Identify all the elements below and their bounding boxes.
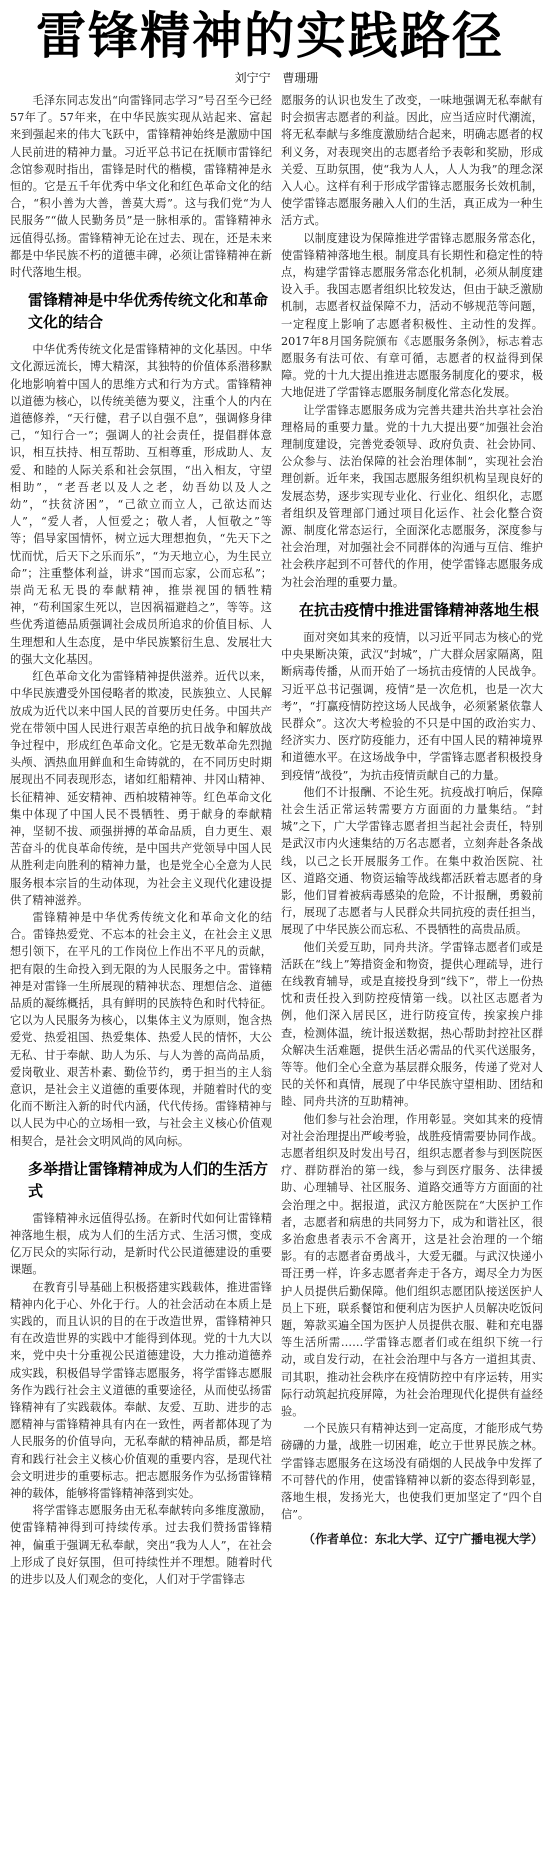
column-left (10, 92, 272, 1858)
paragraph: 将学雷锋志愿服务由无私奉献转向多维度激励，使雷锋精神得到可持续传承。过去我们赞扬雷锋精神，偏重于强调无私奉献，突出“我为人人”，在社会上形成了良好氛围，但可持续性并不理想。随着时代的进步以及人们观念的变化，人们对于学雷锋志 (10, 1504, 272, 1587)
paragraph: 红色革命文化为雷锋精神提供滋养。近代以来，中华民族遭受外国侵略者的欺凌，民族独立、人民解放成为近代以来中国人民的首要历史任务。中国共产党在带领中国人民进行艰苦卓绝的抗日战争和解放战争过程中，形成红色革命文化。它是无数革命先烈抛头颅、洒热血用鲜血和生命铸就的，在不同历史时期展现出不同表现形态，诸如红船精神、井冈山精神、长征精神、延安精神、西柏坡精神等。红色革命文化集中体现了中国人民不畏牺牲、勇于献身的奉献精神，坚韧不拔、顽强拼搏的革命品质，自力更生、艰苦奋斗的优良革命传统，是中国共产党领导中国人民从胜利走向胜利的精神力量，也是党全心全意为人民服务根本宗旨的生动体现，为社会主义现代化建设提供了精神滋养。 (10, 670, 272, 907)
article-body (10, 92, 543, 1858)
paragraph: 面对突如其来的疫情，以习近平同志为核心的党中央果断决策，武汉“封城”，广大群众居家隔离，阻断病毒传播，从而开始了一场抗击疫情的人民战争。习近平总书记强调，疫情“是一次危机，也是一次大考”，“打赢疫情防控这场人民战争，必须紧紧依靠人民群众”。这次大考检验的不只是中国的政治实力、经济实力、医疗防疫能力，还有中国人民的精神境界和道德水平。在这场战争中，学雷锋志愿者积极投身到疫情“战役”，为抗击疫情贡献自己的力量。 (281, 630, 543, 782)
paragraph: 一个民族只有精神达到一定高度，才能形成气势磅礴的力量，战胜一切困难，屹立于世界民族之林。学雷锋志愿服务在这场没有硝烟的人民战争中发挥了不可替代的作用，使雷锋精神以新的姿态得到彰显，落地生根，发扬光大，也使我们更加坚定了“四个自信”。 (281, 1422, 543, 1522)
paragraph: 他们不计报酬、不论生死。抗疫战打响后，保障社会生活正常运转需要方方面面的力量集结。“封城”之下，广大学雷锋志愿者担当起社会责任，特别是武汉市内火速集结的万名志愿者，立刻奔赴各条战线，以己之长开展服务工作。在集中救治医院、社区、道路交通、物资运输等战线都活跃着志愿者的身影，他们冒着被病毒感染的危险，不计报酬，勇毅前行，展现了志愿者与人民群众共同抗疫的责任担当，展现了中华民族公而忘私、不畏牺牲的高贵品质。 (281, 785, 543, 937)
article-title: 雷锋精神的实践路径 (36, 7, 504, 65)
section-heading: 雷锋精神是中华优秀传统文化和革命文化的结合 (28, 291, 269, 332)
paragraph: 雷锋精神是中华优秀传统文化和革命文化的结合。雷锋热爱党、不忘本的社会主义，在社会主义思想引领下，在平凡的工作岗位上作出不平凡的贡献，把有限的生命投入到无限的为人民服务之中。雷锋精神是对雷锋一生所展现的精神状态、理想信念、道德品质的凝练概括，具有鲜明的民族特色和时代特征。它以为人民服务为核心，以集体主义为原则，饱含热爱党、热爱祖国、热爱集体、热爱人民的情怀，大公无私、甘于奉献、助人为乐、与人为善的高尚品质，爱岗敬业、艰苦朴素、勤俭节约，勇于担当的主人翁意识，是社会主义道德的重要体现，并随着时代的变化而不断注入新的时代内涵，代代传扬。雷锋精神与以人民为中心的立场相一致，与社会主义核心价值观相契合，是社会文明风尚的风向标。 (10, 910, 272, 1148)
paragraph: 雷锋精神永远值得弘扬。在新时代如何让雷锋精神落地生根，成为人们的生活方式、生活习惯，变成亿万民众的实际行动，是新时代公民道德建设的重要课题。 (10, 1211, 272, 1277)
paragraph: 在教育引导基础上积极搭建实践载体，推进雷锋精神内化于心、外化于行。人的社会活动在本质上是实践的，而且认识的目的在于改造世界，雷锋精神只有在改造世界的实践中才能得到体现。党的十九大以来，党中央十分重视公民道德建设，大力推动道德养成实践，积极倡导学雷锋志愿服务，将学雷锋志愿服务作为践行社会主义道德的重要途径，从而使弘扬雷锋精神有了实践载体。奉献、友爱、互助、进步的志愿精神与雷锋精神具有内在一致性，两者都体现了为人民服务的价值导向，无私奉献的精神品质，都是培育和践行社会主义核心价值观的重要内容，是现代社会文明进步的重要标志。把志愿服务作为弘扬雷锋精神的载体，能够将雷锋精神落到实处。 (10, 1280, 272, 1501)
paragraph: 以制度建设为保障推进学雷锋志愿服务常态化，使雷锋精神落地生根。制度具有长期性和稳定性的特点，构建学雷锋志愿服务常态化机制，必须从制度建设入手。我国志愿者组织比较发达，但由于缺乏激励机制，志愿者权益保障不力，活动不够规范等问题，一定程度上影响了志愿者积极性、主动性的发挥。2017年8月国务院颁布《志愿服务条例》，标志着志愿服务有法可依、有章可循，志愿者的权益得到保障。党的十九大提出推进志愿服务制度化的要求，极大地促进了学雷锋志愿服务制度化常态化发展。 (281, 231, 543, 400)
article-authors: 刘宁宁 曹珊珊 (234, 71, 319, 85)
paragraph: 他们关爱互助，同舟共济。学雷锋志愿者们或是活跃在“线上”筹措资金和物资，提供心理疏导，进行在线教育辅导，或是直接投身到“线下”，带上一份热忱和责任投入到防控疫情第一线。以社区志愿者为例，他们深入居民区，进行防疫宣传，挨家挨户排查，检测体温，统计报送数据，热心帮助封控社区群众解决生活难题，提供生活必需品的代买代送服务，等等。他们全心全意为基层群众服务，传递了党对人民的关怀和真情，展现了中华民族守望相助、团结和睦、同舟共济的互助精神。 (281, 940, 543, 1109)
paragraph: 他们参与社会治理，作用彰显。突如其来的疫情对社会治理提出严峻考验，战胜疫情需要协同作战。志愿者组织及时发出号召，组织志愿者参与到医院医疗、群防群治的第一线，参与到医疗服务、法律援助、心理辅导、社区服务、道路交通等方方面面的社会治理之中。据报道，武汉方舱医院在“大医护工作者，志愿者和病患的共同努力下，成为和谐社区，很多治愈患者表示不舍离开，这是社会治理的一个缩影。有的志愿者奋勇战斗，大爱无疆。与武汉快递小哥汪勇一样，许多志愿者奔走于各方，竭尽全力为医护人员提供后勤保障。他们组织志愿团队接送医护人员上下班，联系餐馆和便利店为医护人员解决吃饭问题，筹款买遍全国为医护人员提供衣服、鞋和充电器等生活所需……学雷锋志愿者们或在组织下统一行动，或自发行动，在社会治理中与各方一道担其责、司其职，推动社会秩序在疫情防控中有序运转，用实际行动筑起抗疫屏障，为社会治理现代化提供有益经验。 (281, 1112, 543, 1419)
section-heading: 多举措让雷锋精神成为人们的生活方式 (28, 1159, 269, 1200)
paragraph: 中华优秀传统文化是雷锋精神的文化基因。中华文化源远流长，博大精深，其独特的价值体系潜移默化地影响着中国人的思维方式和行为方式。雷锋精神以道德为核心，以传统美德为要义，注重个人的内在道德修养，“天行健，君子以自强不息”，强调修身律己，“知行合一”；强调人的社会责任，提倡群体意识，相互扶持、相互帮助、互相尊重，形成助人、友爱、和睦的人际关系和社会氛围，“出入相友，守望相助”，“老吾老以及人之老，幼吾幼以及人之幼”，“扶贫济困”，“己欲立而立人，己欲达而达人”，“爱人者，人恒爱之；敬人者，人恒敬之”等等；倡导家国情怀，树立远大理想抱负，“先天下之忧而忧，后天下之乐而乐”，“为天地立心，为生民立命”；注重整体利益，讲求“国而忘家，公而忘私”；崇尚无私无畏的奉献精神，推崇视国的牺牲精神，“苟利国家生死以，岂因祸福避趋之”，等等。这些优秀道德品质强调社会成员所追求的价值目标、人生理想和人生态度，是中华民族繁衍生息、发展壮大的强大文化基因。 (10, 343, 272, 666)
author-affiliation: （作者单位：东北大学、辽宁广播电视大学） (302, 1532, 543, 1547)
paragraph: 让学雷锋志愿服务成为完善共建共治共享社会治理格局的重要力量。党的十九大提出要“加强社会治理制度建设，完善党委领导、政府负责、社会协同、公众参与、法治保障的社会治理体制”，实现社会治理创新。近年来，我国志愿服务组织机构呈现良好的发展态势，逐步实现专业化、行业化、组织化，志愿者组织及管理部门通过项目化运作、社会化整合资源、制度化常态运行，全面深化志愿服务，深度参与社会治理，对加强社会不同群体的沟通与互信、维护社会秩序起到不可替代的作用，使学雷锋志愿服务成为社会治理的重要力量。 (281, 403, 543, 589)
section-heading: 在抗击疫情中推进雷锋精神落地生根 (299, 600, 540, 619)
paragraph: 毛泽东同志发出“向雷锋同志学习”号召至今已经57年了。57年来，在中华民族实现从站起来、富起来到强起来的伟大飞跃中，雷锋精神始终是激励中国人民前进的精神力量。习近平总书记在抚顺市雷锋纪念馆参观时指出，雷锋是时代的楷模，雷锋精神是永恒的。它是五千年优秀中华文化和红色革命文化的结合，“积小善为大善，善莫大焉”。这与我们党“为人民服务”“做人民勤务员”是一脉相承的。雷锋精神永远值得弘扬。雷锋精神无论在过去、现在，还是未来都是中华民族不朽的道德丰碑，必须让雷锋精神在新时代落地生根。 (10, 94, 272, 280)
paragraph: 愿服务的认识也发生了改变，一味地强调无私奉献有时会损害志愿者的利益。因此，应当适应时代潮流，将无私奉献与多维度激励结合起来，明确志愿者的权利义务，对表现突出的志愿者给予表彰和奖励，形成关爱、互助氛围，使“我为人人，人人为我”的理念深入人心。这样有利于形成学雷锋志愿服务长效机制，使学雷锋志愿服务融入人们的生活，真正成为一种生活方式。 (281, 94, 543, 228)
column-right (281, 92, 543, 1858)
